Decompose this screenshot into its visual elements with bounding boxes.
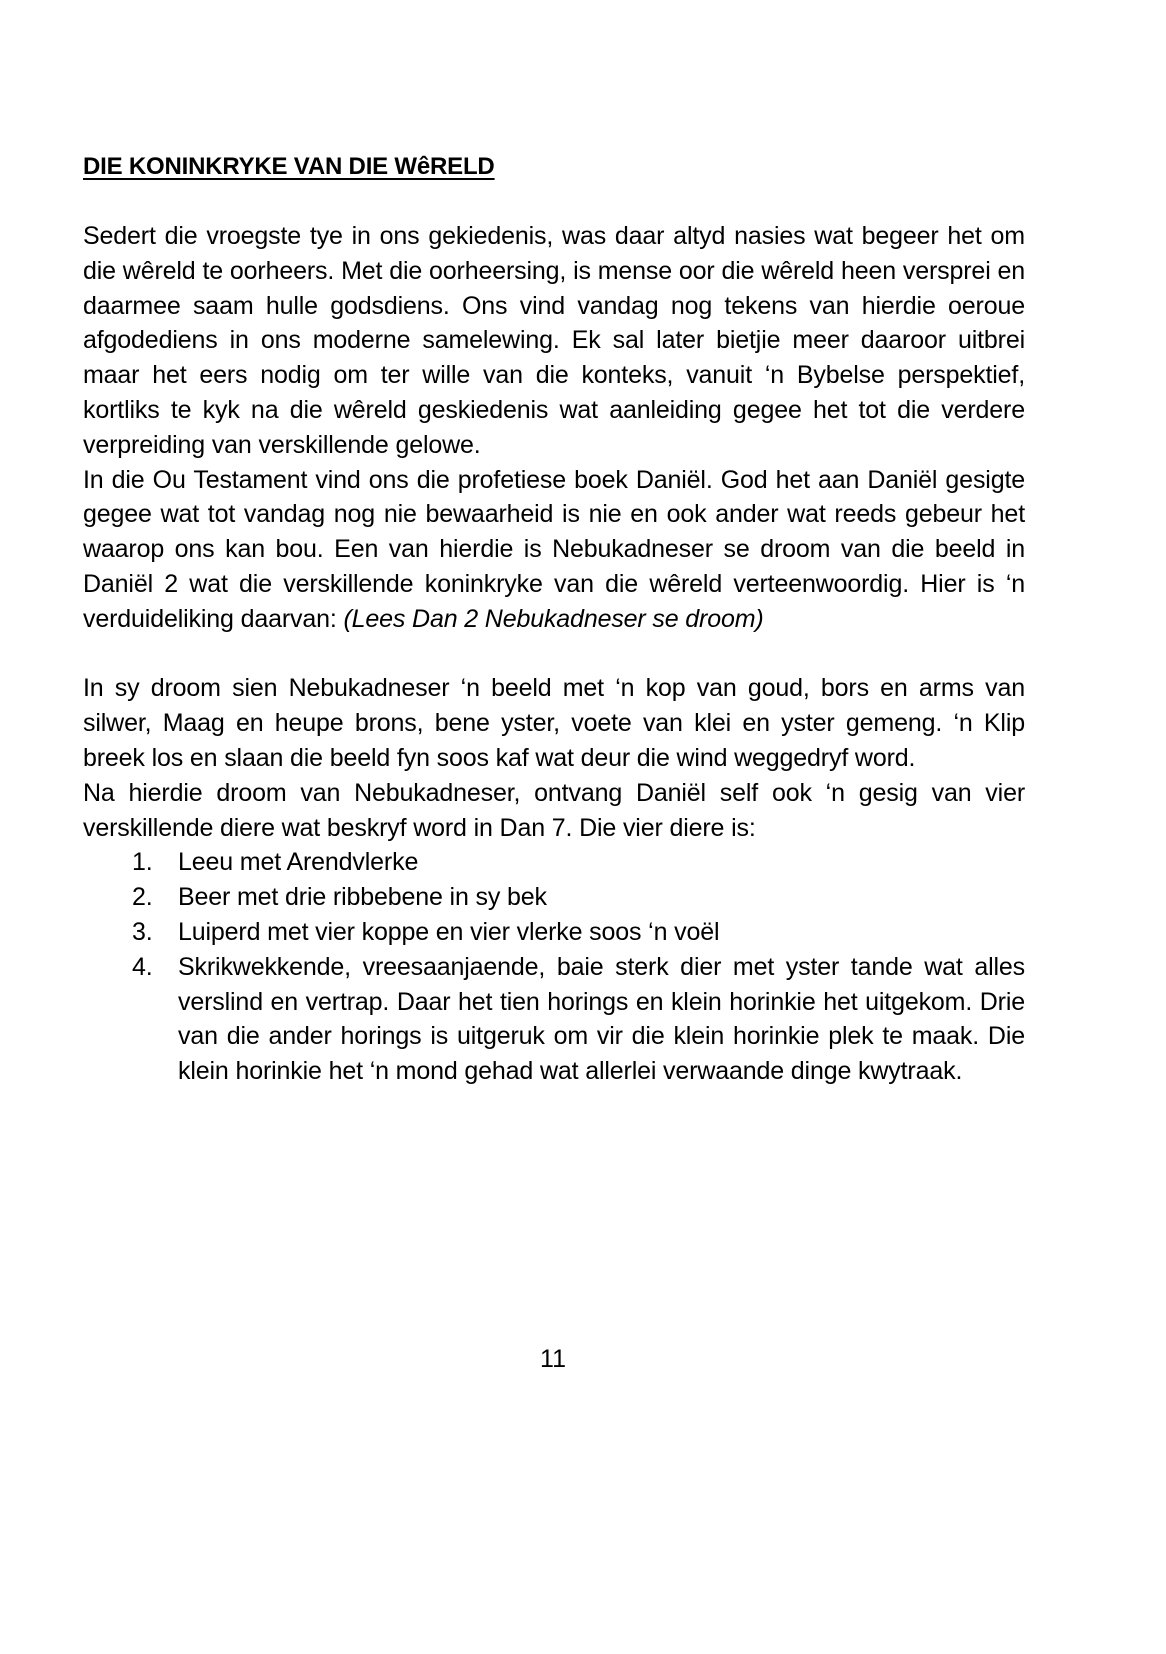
page-content xyxy=(83,150,1025,1089)
scripture-reference: (Lees Dan 2 Nebukadneser se droom) xyxy=(343,604,764,633)
list-item-text: Beer met drie ribbebene in sy bek xyxy=(178,883,547,912)
list-item-text: Leeu met Arendvlerke xyxy=(178,848,419,877)
dream-paragraph: In sy droom sien Nebukadneser ‘n beeld met ‘n kop van goud, bors en arms van silwer, Maag en heupe brons, bene yster, voete van klei en yster gemeng. ‘n Klip breek los en slaan die beeld fyn soos kaf wat deur die wind weggedryf word. xyxy=(83,674,1025,772)
daniel-paragraph-text: In die Ou Testament vind ons die profetiese boek Daniël. God het aan Daniël gesigte gegee wat tot vandag nog nie bewaarheid is nie en ook ander wat reeds gebeur het waarop ons kan bou. Een van hierdie is Nebukadneser se droom van die beeld in Daniël 2 wat die verskillende koninkryke van die wêreld verteenwoordig. Hier is ‘n verduideliking daarvan: xyxy=(83,465,1025,633)
list-item xyxy=(83,950,1025,1089)
list-item-number: 4. xyxy=(132,952,153,981)
section-heading: DIE KONINKRYKE VAN DIE WêRELD xyxy=(83,153,495,180)
list-item xyxy=(83,880,1025,915)
vision-paragraph: Na hierdie droom van Nebukadneser, ontvang Daniël self ook ‘n gesig van vier verskillende diere wat beskryf word in Dan 7. Die vier diere is: xyxy=(83,778,1025,842)
list-item-text: Luiperd met vier koppe en vier vlerke soos ‘n voël xyxy=(178,917,720,946)
four-beasts-list xyxy=(83,845,1025,1089)
list-item xyxy=(83,915,1025,950)
page-number: 11 xyxy=(540,1345,566,1373)
list-item-text: Skrikwekkende, vreesaanjaende, baie sterk dier met yster tande wat alles verslind en vertrap. Daar het tien horings en klein horinkie het uitgekom. Drie van die ander horings is uitgeruk om vir die klein horinkie plek te maak. Die klein horinkie het ‘n mond gehad wat allerlei verwaande dinge kwytraak. xyxy=(178,952,1025,1086)
intro-paragraph: Sedert die vroegste tye in ons gekiedenis, was daar altyd nasies wat begeer het om die wêreld te oorheers. Met die oorheersing, is mense oor die wêreld heen versprei en daarmee saam hulle godsdiens. Ons vind vandag nog tekens van hierdie oeroue afgodediens in ons moderne samelewing. Ek sal later bietjie meer daaroor uitbrei maar het eers nodig om ter wille van die konteks, vanuit ‘n Bybelse perspektief, kortliks te kyk na die wêreld geskiedenis wat aanleiding gegee het tot die verdere verpreiding van verskillende gelowe. xyxy=(83,222,1025,459)
daniel-paragraph xyxy=(83,463,1025,637)
list-item xyxy=(83,845,1025,880)
list-item-number: 1. xyxy=(132,848,153,877)
paragraph-spacer xyxy=(83,637,1025,672)
list-item-number: 2. xyxy=(132,883,153,912)
list-item-number: 3. xyxy=(132,917,153,946)
